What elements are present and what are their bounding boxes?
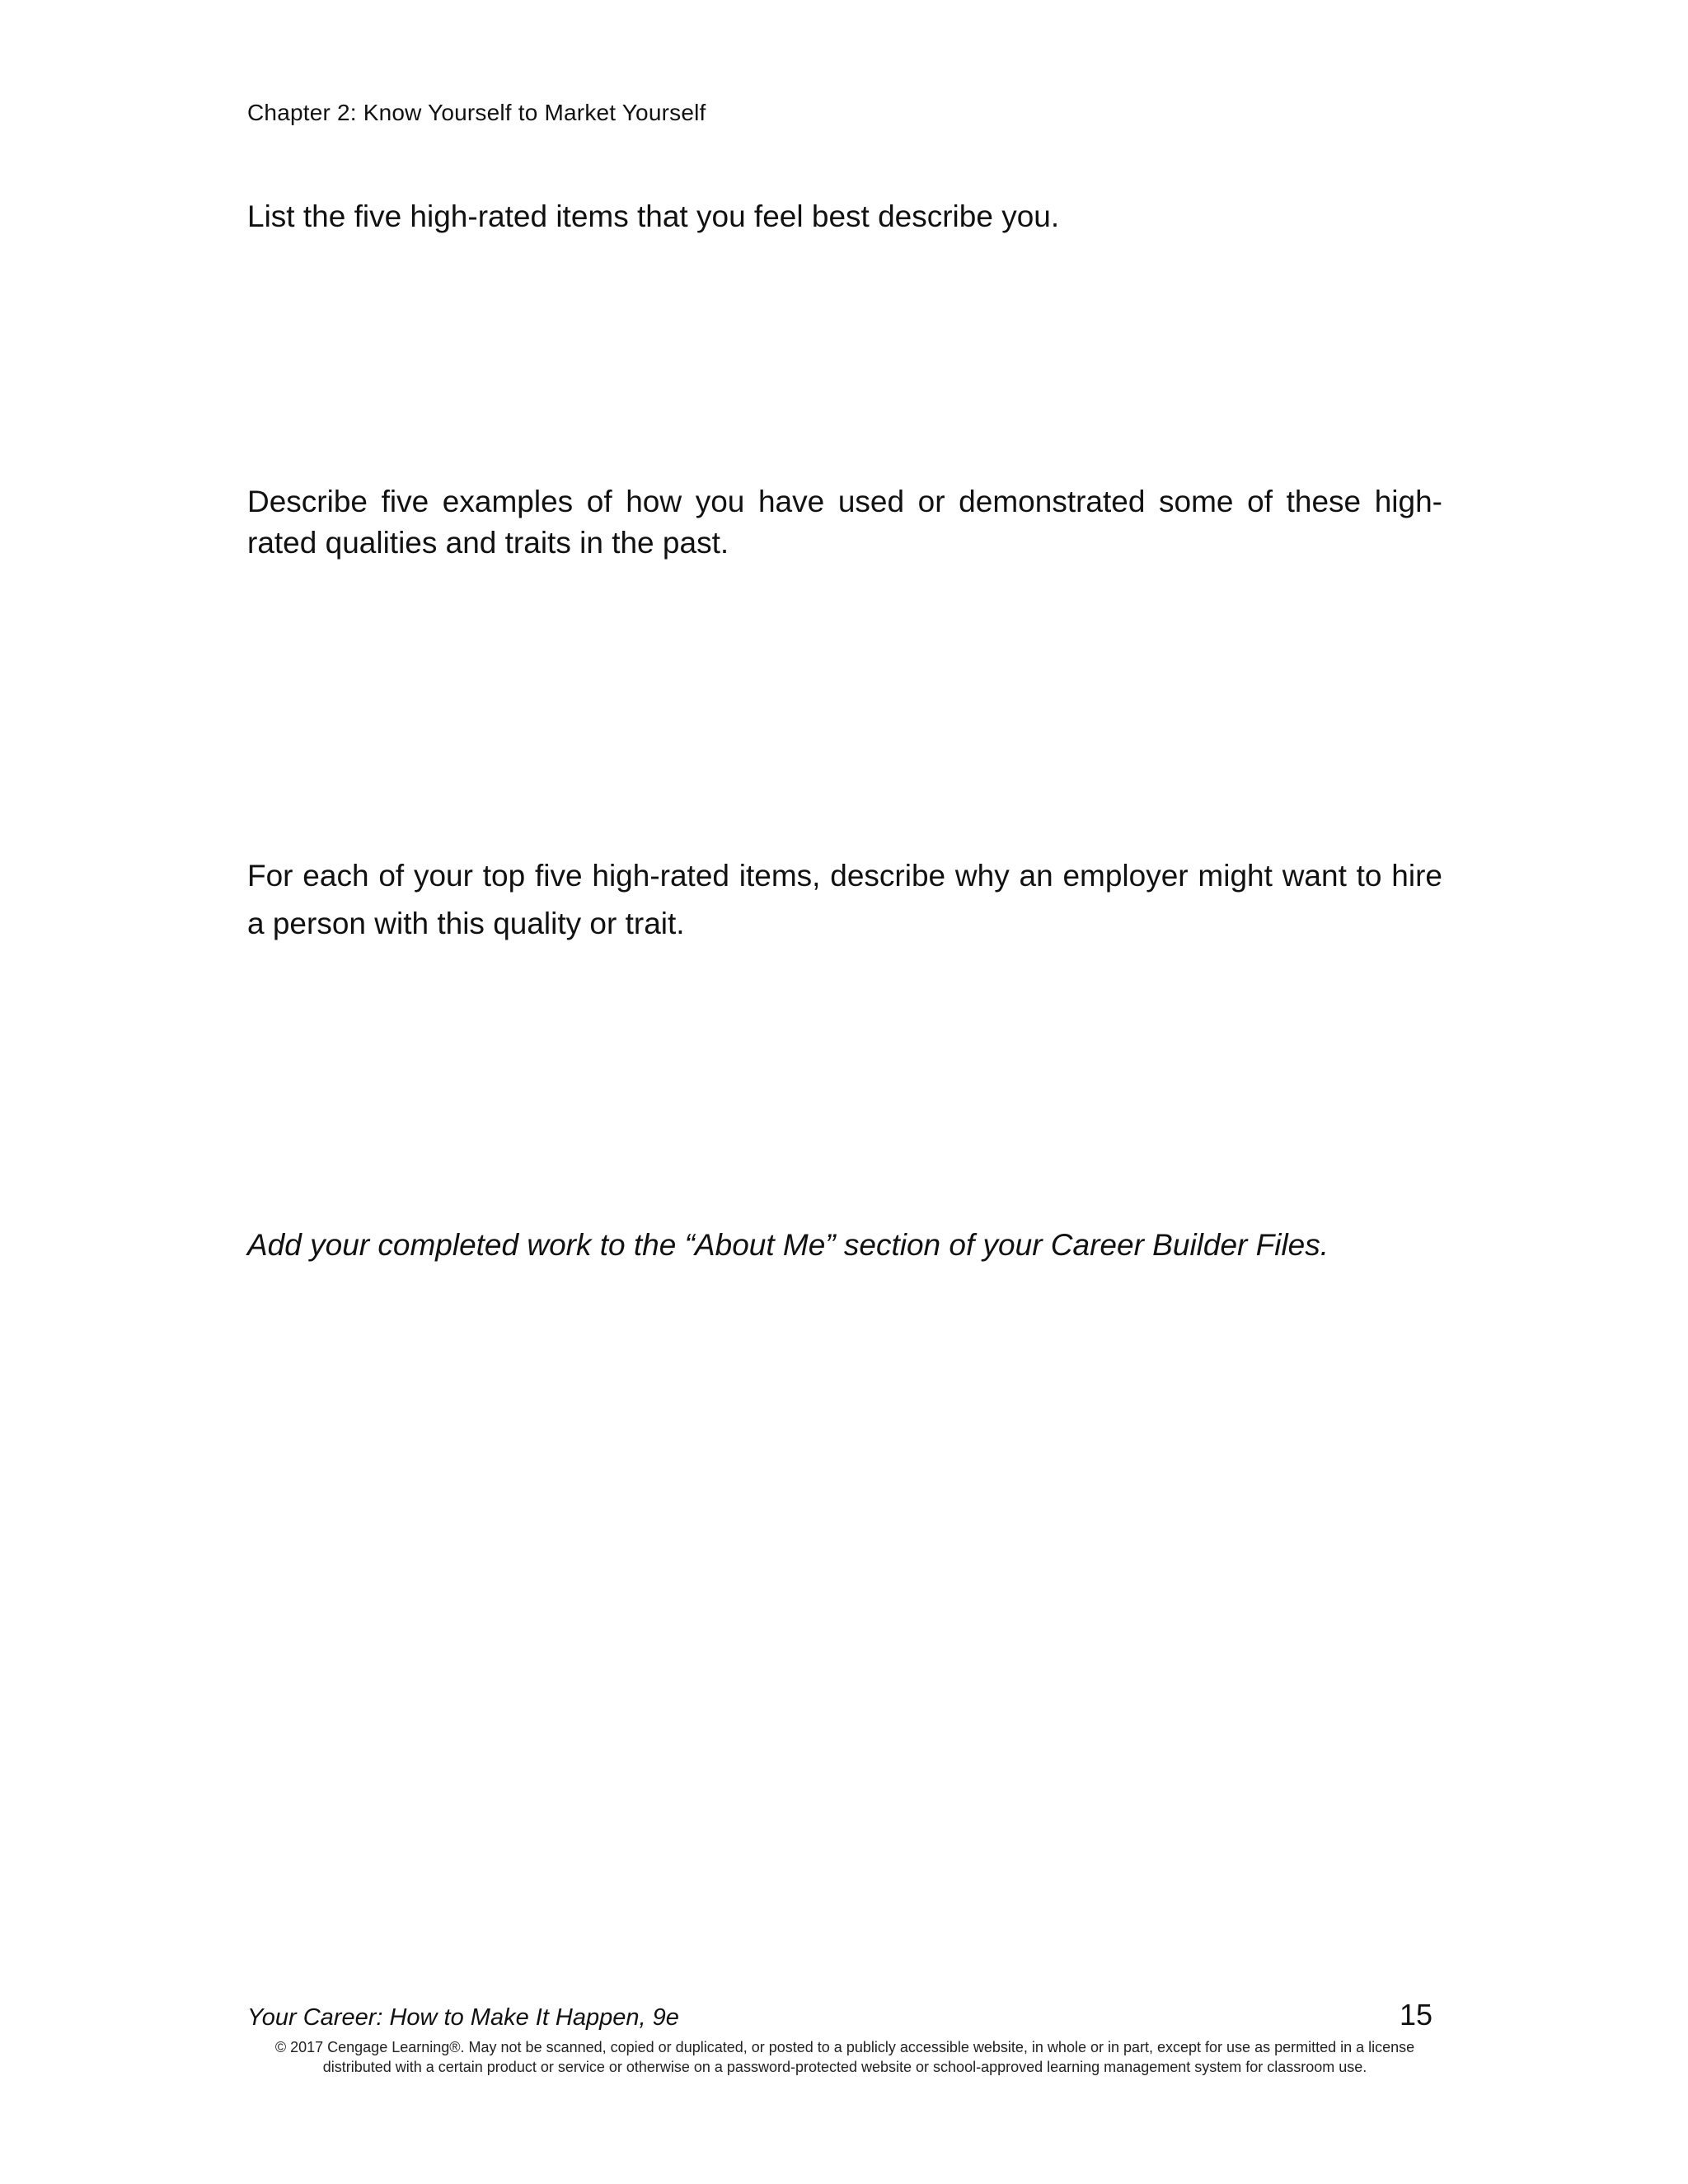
chapter-header: Chapter 2: Know Yourself to Market Yourself bbox=[247, 100, 706, 125]
book-title: Your Career: How to Make It Happen, 9e bbox=[247, 2004, 679, 2031]
prompt-employer-reasons: For each of your top five high-rated items, describe why an employer might want to hire a person with this quality or trait. bbox=[247, 859, 1442, 940]
copyright-notice: © 2017 Cengage Learning®. May not be scanned, copied or duplicated, or posted to a publicly accessible website, in whole or in part, except for use as permitted in a license distributed with a certain product or service or otherwise on a password-protected website or school-approved learning management system for classroom use. bbox=[274, 2039, 1415, 2075]
page-number: 15 bbox=[1399, 1998, 1432, 2032]
prompt-describe-examples: Describe five examples of how you have used or demonstrated some of these high-rated qualities and traits in the past. bbox=[247, 485, 1442, 560]
prompt-career-builder-files: Add your completed work to the “About Me” section of your Career Builder Files. bbox=[247, 1228, 1329, 1262]
prompt-list-high-rated-items: List the five high-rated items that you feel best describe you. bbox=[247, 199, 1060, 233]
